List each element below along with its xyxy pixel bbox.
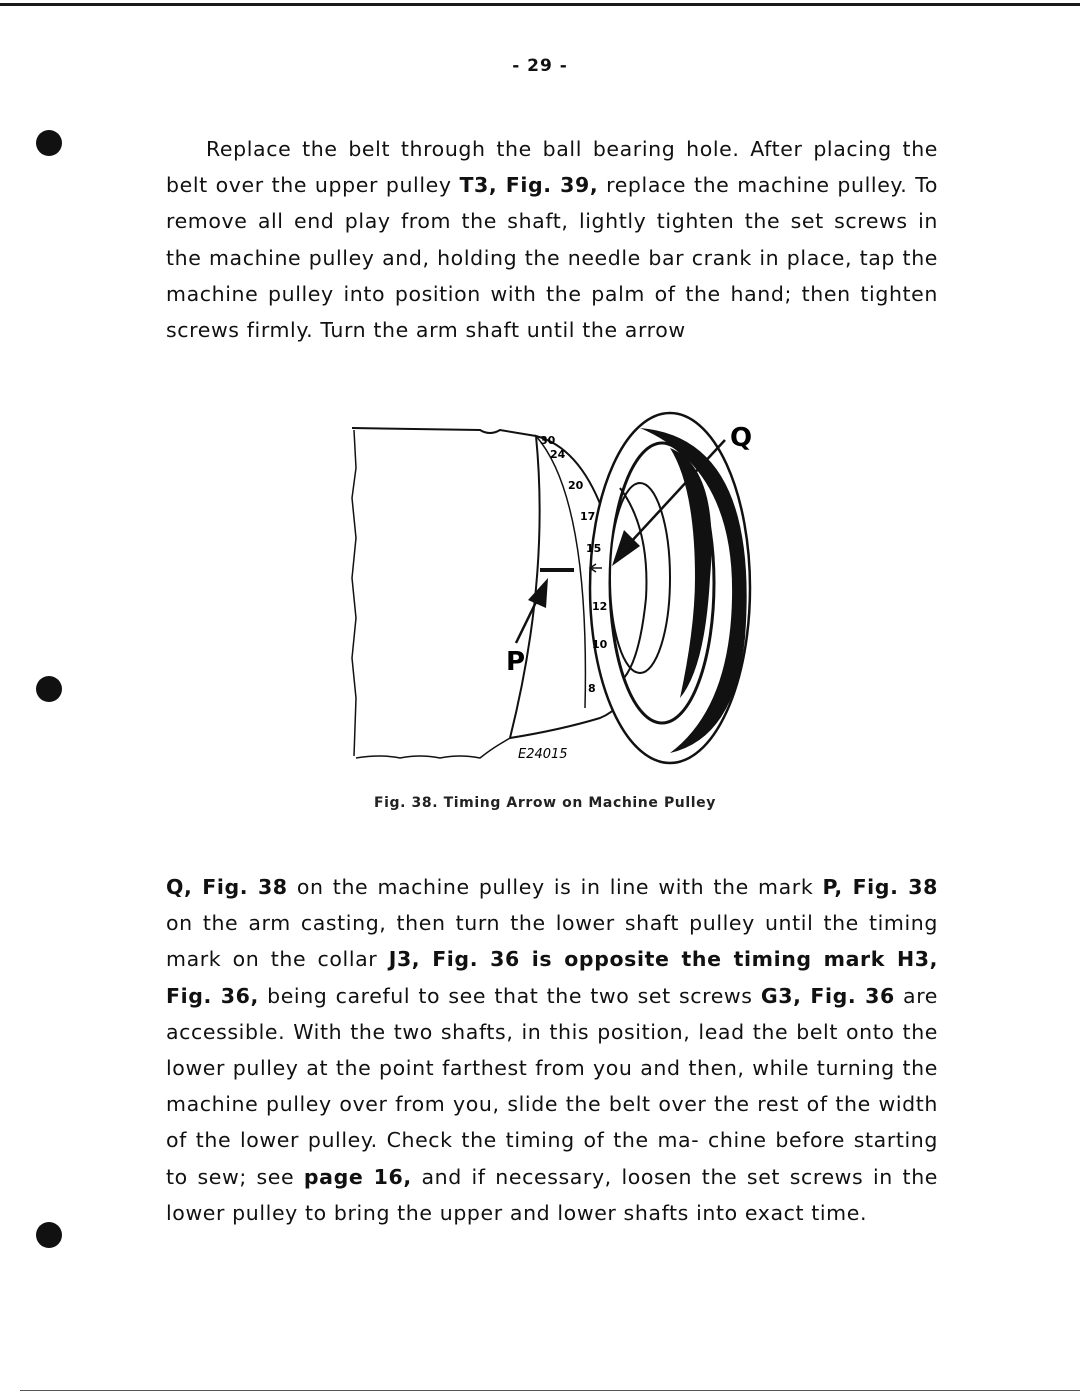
bold-reference: P, Fig. 38	[822, 875, 939, 899]
arm-casting-outline	[352, 428, 536, 436]
text-run: replace the machine pulley. To remove all end play from the shaft, lightly tighten the set screws in the machine pulley and, holding the needle bar crank in place, tap the machine pulley into position with the palm of the hand; then tighten screws firmly. Turn the arm shaft until the arrow	[166, 173, 939, 343]
scale-mark: 15	[586, 542, 602, 555]
binder-hole-bottom	[36, 1222, 62, 1248]
binder-hole-middle	[36, 676, 62, 702]
scale-mark: 17	[580, 510, 596, 523]
figure-timing-arrow	[340, 378, 780, 778]
bold-reference: Q, Fig. 38	[166, 875, 288, 899]
top-border-line	[0, 3, 1080, 6]
arm-casting-bottom-edge	[356, 738, 510, 758]
text-run: on the arm casting, then turn the lower shaft pulley until the timing mark on the collar	[166, 911, 938, 972]
bottom-border-line	[20, 1390, 1080, 1391]
figure-code: E24015	[518, 747, 568, 762]
scale-mark: 30	[540, 434, 556, 447]
text-run: on the machine pulley is in line with the mark	[287, 875, 823, 899]
label-q: Q	[730, 423, 753, 453]
paragraph-2	[166, 869, 938, 1231]
arm-casting-left-edge	[352, 430, 356, 756]
text-run: being careful to see that the two set screws	[258, 983, 761, 1008]
text-run: and if necessary, loosen the set screws in the lower pulley to bring the upper and lower shafts into exact time.	[166, 1164, 938, 1225]
bold-reference: G3, Fig. 36	[760, 983, 895, 1008]
scale-mark: 10	[592, 638, 608, 651]
bold-reference: T3, Fig. 39,	[459, 173, 599, 198]
text-run: are accessible. With the two shafts, in this position, lead the belt onto the lower pulley at the point farthest from you and then, while turning the machine pulley over from you, slide the belt over the rest of the width of the lower pulley. Check the timing of the ma- chine before starting to sew; see	[166, 983, 938, 1189]
bold-reference: J3, Fig. 36 is opposite the timing mark H3, Fig. 36,	[166, 947, 938, 1008]
page-number: - 29 -	[512, 56, 568, 76]
scale-mark: 24	[550, 448, 566, 461]
scale-mark: 12	[592, 600, 608, 613]
paragraph-1	[166, 131, 938, 348]
scale-mark: 8	[588, 682, 596, 695]
bold-reference: page 16,	[303, 1164, 412, 1189]
pulley-hub	[610, 483, 670, 673]
text-run: Replace the belt through the ball bearing hole. After placing the belt over the upper pulley	[166, 137, 938, 198]
label-p: P	[506, 647, 526, 677]
binder-hole-top	[36, 130, 62, 156]
scale-mark: 20	[568, 479, 584, 492]
figure-caption: Fig. 38. Timing Arrow on Machine Pulley	[373, 795, 716, 811]
